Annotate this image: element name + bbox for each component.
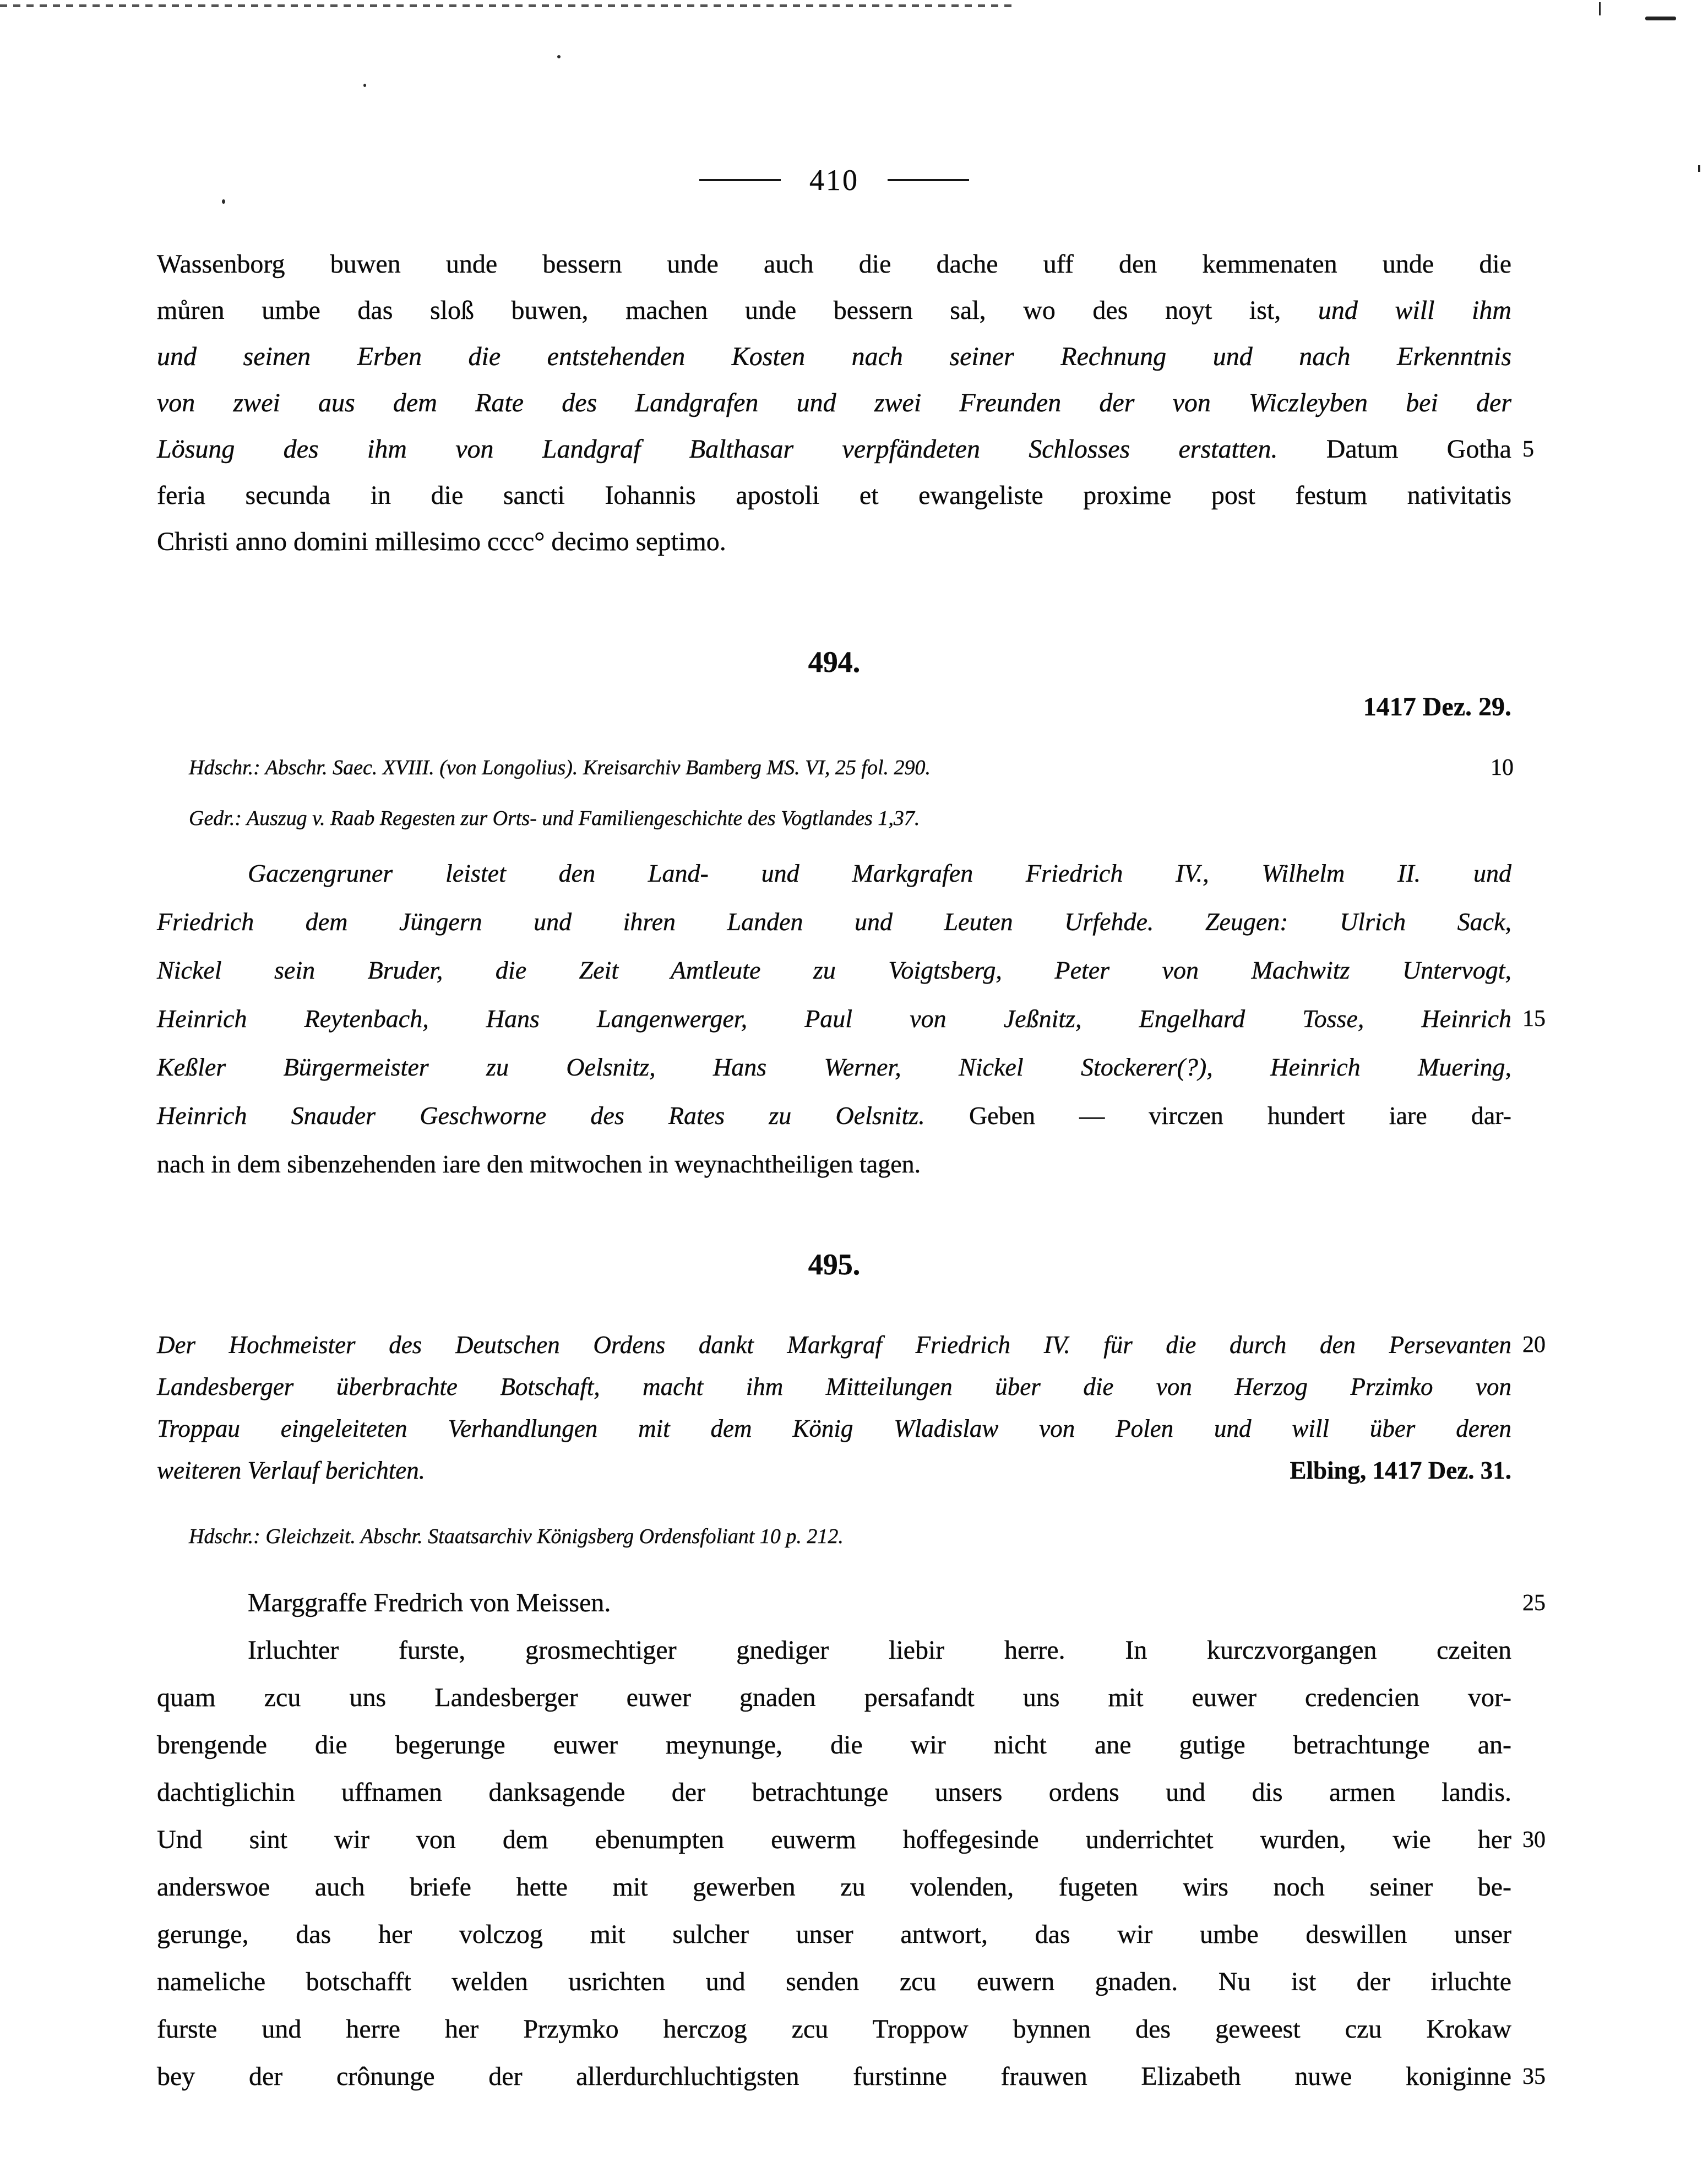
text-line: [157, 1816, 1546, 1864]
text-line: [157, 1627, 1511, 1674]
text-line: [157, 2006, 1511, 2053]
text-segment: Gaczengruner leistet den Land- und Markgrafen Friedrich IV., Wilhelm II. und: [248, 859, 1511, 887]
margin-line-number: 25: [1522, 1590, 1546, 1616]
text-segment: Geben — virczen hundert iare dar-: [924, 1101, 1511, 1129]
margin-line-number: 10: [1491, 755, 1514, 780]
text-line: [157, 946, 1511, 995]
text-segment: von zwei aus dem Rate des Landgrafen und zwei Freunden der von Wiczleyben bei der: [157, 388, 1511, 417]
text-line: [157, 1911, 1511, 1958]
text-segment: Hdschr.: Gleichzeit. Abschr. Staatsarchiv Königsberg Ordensfoliant 10 p. 212.: [189, 1525, 844, 1548]
text-line: [157, 1324, 1546, 1366]
scan-speck: [1599, 2, 1601, 15]
text-segment: Heinrich Reytenbach, Hans Langenwerger, Paul von Jeßnitz, Engelhard Tosse, Heinrich: [157, 1004, 1511, 1033]
doc-494-source-lines: [157, 742, 1514, 844]
header-rule-left: [699, 179, 781, 181]
text-line: [157, 742, 1514, 793]
doc-495-summary: [157, 1324, 1546, 1491]
scan-speck: [222, 199, 225, 204]
text-segment: Christi anno domini millesimo cccc° decimo septimo.: [157, 527, 726, 556]
text-line: [157, 1511, 1511, 1562]
margin-line-number: 5: [1522, 437, 1534, 462]
text-line: [157, 1769, 1511, 1816]
text-line: [157, 1408, 1511, 1449]
scan-edge-artifact: [0, 4, 1013, 7]
text-segment: nach in dem sibenzehenden iare den mitwochen in weynachtheiligen tagen.: [157, 1150, 921, 1178]
text-line: [157, 287, 1511, 334]
text-segment: und seinen Erben die entstehenden Kosten nach seiner Rechnung und nach Erkenntnis: [157, 342, 1511, 371]
text-segment: Wassenborg buwen unde bessern unde auch die dache uff den kemmenaten unde die: [157, 249, 1511, 279]
text-line: [157, 849, 1511, 898]
scan-speck: [363, 84, 366, 87]
text-segment: und will ihm: [1318, 296, 1511, 325]
text-line: [157, 241, 1511, 287]
text-line: [157, 1092, 1511, 1140]
text-segment: Gedr.: Auszug v. Raab Regesten zur Orts- und Familiengeschichte des Vogtlandes 1,37.: [189, 807, 920, 830]
doc-494-number: 494.: [808, 645, 861, 678]
text-segment: nameliche botschafft welden usrichten und senden zcu euwern gnaden. Nu ist der irluchte: [157, 1967, 1511, 1996]
header-rule-right: [888, 179, 969, 181]
margin-line-number: 15: [1522, 1006, 1546, 1031]
text-segment: Marggraffe Fredrich von Meissen.: [248, 1588, 611, 1617]
text-segment: Irluchter furste, grosmechtiger gnediger liebir herre. In kurczvorgangen czeiten: [248, 1636, 1511, 1665]
text-segment: dachtiglichin uffnamen danksagende der betrachtunge unsers ordens und dis armen landis.: [157, 1778, 1511, 1807]
text-segment: můren umbe das sloß buwen, machen unde bessern sal, wo des noyt ist,: [157, 296, 1318, 325]
page-number: 410: [809, 164, 859, 197]
text-line: [157, 426, 1534, 473]
margin-line-number: 30: [1522, 1827, 1546, 1853]
text-segment: furste und herre her Przymko herczog zcu Troppow bynnen des geweest czu Krokaw: [157, 2014, 1511, 2044]
text-line: [157, 1043, 1511, 1092]
text-segment: gerunge, das her volczog mit sulcher unser antwort, das wir umbe deswillen unser: [157, 1920, 1511, 1949]
margin-line-number: 20: [1522, 1332, 1546, 1357]
doc-495-number: 495.: [808, 1248, 861, 1281]
text-segment: Keßler Bürgermeister zu Oelsnitz, Hans Werner, Nickel Stockerer(?), Heinrich Muering,: [157, 1053, 1511, 1081]
inline-dateline: Elbing, 1417 Dez. 31.: [1290, 1457, 1511, 1484]
doc-495-body-text: [157, 1579, 1546, 2100]
text-line: [157, 334, 1511, 380]
text-line: [157, 898, 1511, 946]
text-line: [157, 1140, 1511, 1188]
text-line: [157, 380, 1511, 426]
scan-speck: [1645, 17, 1676, 20]
text-segment: feria secunda in die sancti Iohannis apostoli et ewangeliste proxime post festum nativitatis: [157, 481, 1511, 510]
page-header: [157, 161, 1511, 199]
text-line: [157, 793, 1511, 844]
text-line: [157, 1674, 1511, 1722]
text-line: [157, 1958, 1511, 2006]
text-segment: Der Hochmeister des Deutschen Ordens dankt Markgraf Friedrich IV. für die durch den Persevanten: [157, 1331, 1511, 1359]
margin-line-number: 35: [1522, 2064, 1546, 2089]
text-line: [157, 1722, 1511, 1769]
doc-494-date: 1417 Dez. 29.: [1363, 692, 1511, 721]
text-segment: Troppau eingeleiteten Verhandlungen mit dem König Wladislaw von Polen und will über deren: [157, 1415, 1511, 1442]
text-line: [157, 1366, 1511, 1408]
text-segment: Lösung des ihm von Landgraf Balthasar verpfändeten Schlosses erstatten.: [157, 435, 1278, 464]
text-line: [157, 473, 1511, 519]
text-segment: Hdschr.: Abschr. Saec. XVIII. (von Longolius). Kreisarchiv Bamberg MS. VI, 25 fol. 290.: [189, 756, 931, 779]
text-segment: Nickel sein Bruder, die Zeit Amtleute zu Voigtsberg, Peter von Machwitz Untervogt,: [157, 956, 1511, 984]
text-segment: Heinrich Snauder Geschworne des Rates zu Oelsnitz.: [157, 1101, 925, 1129]
text-segment: Datum Gotha: [1277, 435, 1511, 464]
doc-494-summary: [157, 849, 1546, 1188]
text-segment: weiteren Verlauf berichten.: [157, 1457, 425, 1484]
scan-speck: [1698, 165, 1700, 172]
text-segment: quam zcu uns Landesberger euwer gnaden persafandt uns mit euwer credencien vor-: [157, 1683, 1511, 1712]
text-line: [157, 2053, 1546, 2100]
text-segment: brengende die begerunge euwer meynunge, die wir nicht ane gutige betrachtunge an-: [157, 1730, 1511, 1760]
doc-495-source-line: [157, 1511, 1511, 1562]
text-segment: Landesberger überbrachte Botschaft, macht ihm Mitteilungen über die von Herzog Przimko von: [157, 1373, 1511, 1400]
text-line: [157, 995, 1546, 1043]
text-line: [157, 1864, 1511, 1911]
scan-speck: [557, 55, 561, 58]
text-segment: bey der crônunge der allerdurchluchtigsten furstinne frauwen Elizabeth nuwe koniginne: [157, 2062, 1511, 2091]
text-segment: Friedrich dem Jüngern und ihren Landen und Leuten Urfehde. Zeugen: Ulrich Sack,: [157, 908, 1511, 936]
text-segment: anderswoe auch briefe hette mit gewerben zu volenden, fugeten wirs noch seiner be-: [157, 1872, 1511, 1902]
text-line: [157, 1579, 1546, 1627]
charter-continuation-paragraph: [157, 241, 1534, 565]
text-line: [157, 519, 1511, 565]
text-segment: Und sint wir von dem ebenumpten euwerm hoffegesinde underrichtet wurden, wie her: [157, 1825, 1511, 1854]
text-line: [157, 1449, 1511, 1491]
